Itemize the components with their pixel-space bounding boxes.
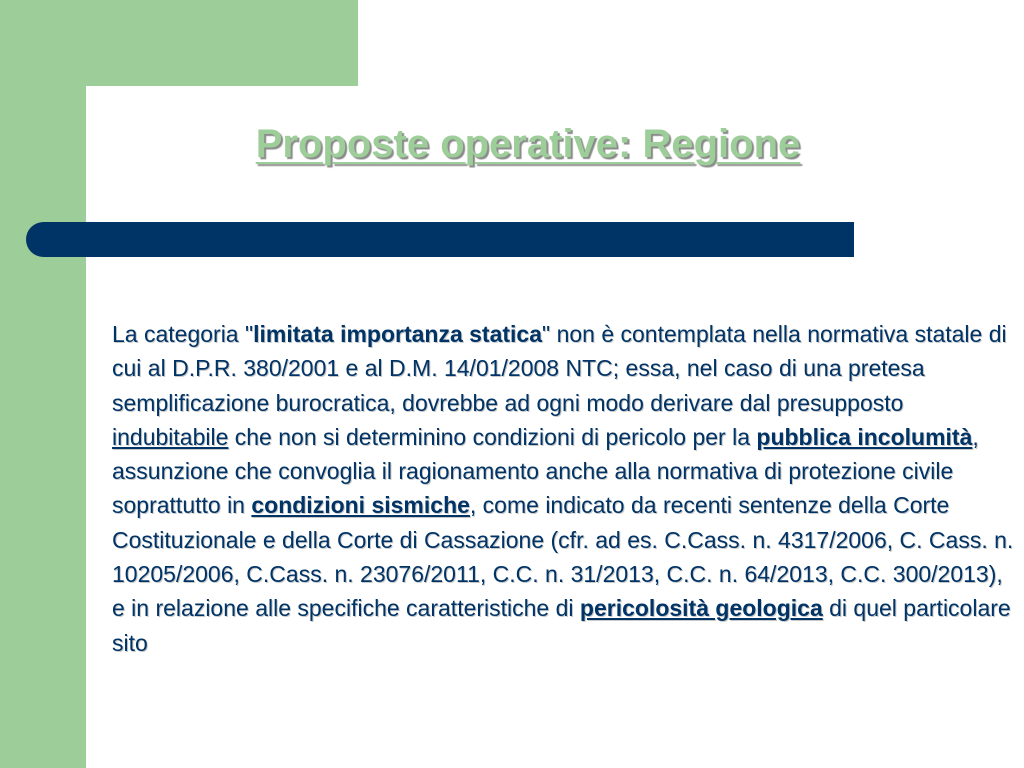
body-text-3: che non si determinino condizioni di pericolo per la — [228, 423, 757, 450]
green-frame-top — [0, 0, 358, 86]
green-frame-left — [0, 0, 86, 768]
body-text-1: La categoria " — [112, 321, 254, 347]
term-condizioni-sismiche: condizioni sismiche — [251, 492, 470, 519]
body-text-4: , assunzione che convoglia il ragionamento anche alla normativa di protezione civile soprattutto in — [112, 423, 979, 519]
body-paragraph — [112, 317, 1017, 660]
term-limitata-importanza-statica: limitata importanza statica — [253, 321, 543, 347]
slide-title: Proposte operative: Regione — [255, 122, 801, 166]
body-text-5: , come indicato da recenti sentenze della Corte Costituzionale e della Corte di Cassazione (cfr. ad es. C.Cass. n. 4317/2006, C. Cass. n. 10205/2006, C.Cass. n. 23076/2011, C.C. n. 31/2013, C.C. n. 64/2013, C.C. 300/2013), e in relazione alle specifiche caratteristiche di — [112, 492, 1014, 622]
title-divider-bar — [26, 222, 854, 257]
term-pubblica-incolumita: pubblica incolumità — [756, 423, 973, 450]
body-text-6: di quel particolare sito — [112, 595, 1011, 656]
term-indubitabile: indubitabile — [112, 423, 229, 450]
term-pericolosita-geologica: pericolosità geologica — [579, 595, 823, 622]
body-text-2: " non è contemplata nella normativa statale di cui al D.P.R. 380/2001 e al D.M. 14/01/2008 NTC; essa, nel caso di una pretesa semplificazione burocratica, dovrebbe ad ogni modo derivare dal presupposto — [112, 321, 1007, 416]
